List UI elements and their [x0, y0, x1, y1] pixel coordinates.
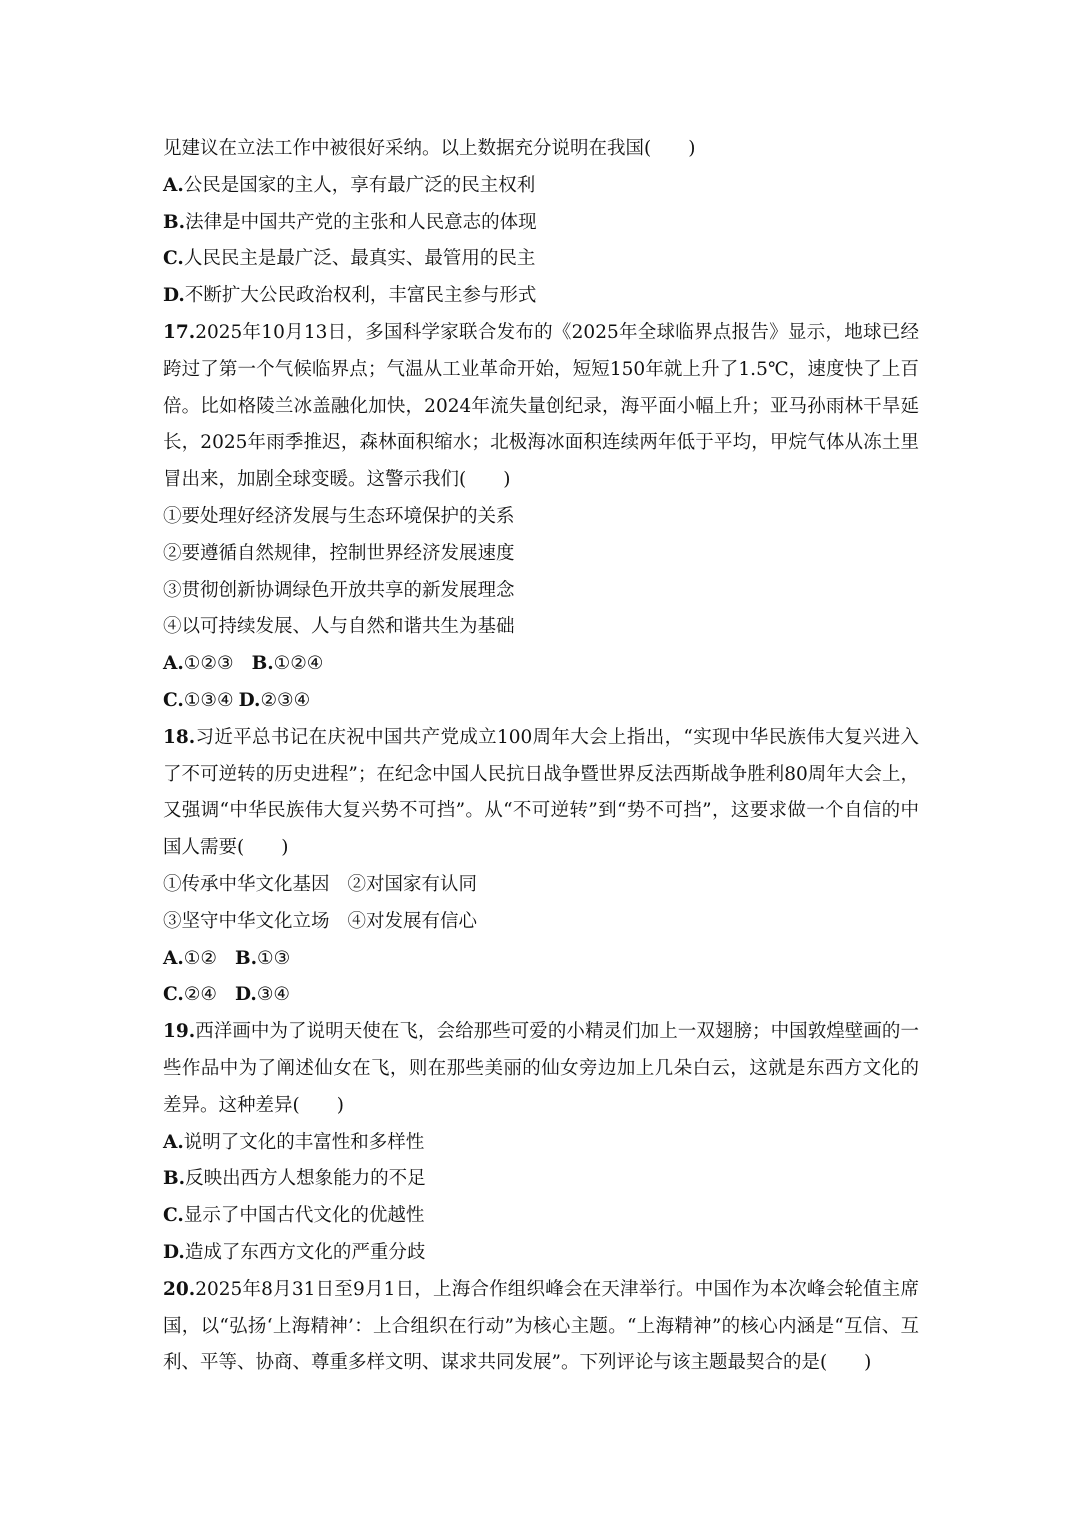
q19-option-d: D.造成了东西方文化的严重分歧	[163, 1241, 426, 1263]
q18-choices-row1: A.①② B.①③	[163, 947, 291, 969]
exam-page	[163, 131, 919, 1382]
q18-items-row2: ③坚守中华文化立场 ④对发展有信心	[163, 910, 478, 932]
q19-option-b: B.反映出西方人想象能力的不足	[163, 1168, 426, 1190]
q16-option-a: A.公民是国家的主人，享有最广泛的民主权利	[163, 174, 536, 196]
q17-choices-row2: C.①③④ D.②③④	[163, 689, 311, 711]
q18-stem: 18.习近平总书记在庆祝中国共产党成立100周年大会上指出，“实现中华民族伟大复兴进入了不可逆转的历史进程”；在纪念中国人民抗日战争暨世界反法西斯战争胜利80周年大会上，又强调“中华民族伟大复兴势不可挡”。从“不可逆转”到“势不可挡”，这要求做一个自信的中国人需要( )	[163, 726, 919, 859]
q17-item-2: ②要遵循自然规律，控制世界经济发展速度	[163, 542, 515, 564]
q19-stem: 19.西洋画中为了说明天使在飞，会给那些可爱的小精灵们加上一双翅膀；中国敦煌壁画的一些作品中为了阐述仙女在飞，则在那些美丽的仙女旁边加上几朵白云，这就是东西方文化的差异。这种差异( )	[163, 1021, 919, 1116]
q20-stem: 20.2025年8月31日至9月1日，上海合作组织峰会在天津举行。中国作为本次峰会轮值主席国，以“弘扬‘上海精神’：上合组织在行动”为核心主题。“上海精神”的核心内涵是“互信、互利、平等、协商、尊重多样文明、谋求共同发展”。下列评论与该主题最契合的是( )	[163, 1278, 919, 1374]
q17-item-1: ①要处理好经济发展与生态环境保护的关系	[163, 505, 515, 527]
q18-items-row1: ①传承中华文化基因 ②对国家有认同	[163, 873, 478, 895]
q17-item-4: ④以可持续发展、人与自然和谐共生为基础	[163, 616, 515, 638]
q16-stem-end: 见建议在立法工作中被很好采纳。以上数据充分说明在我国( )	[163, 138, 696, 159]
q16-option-c: C.人民民主是最广泛、最真实、最管用的民主	[163, 248, 536, 270]
q16-option-b: B.法律是中国共产党的主张和人民意志的体现	[163, 211, 537, 233]
q17-item-3: ③贯彻创新协调绿色开放共享的新发展理念	[163, 579, 515, 601]
q17-stem: 17.2025年10月13日，多国科学家联合发布的《2025年全球临界点报告》显示，地球已经跨过了第一个气候临界点；气温从工业革命开始，短短150年就上升了1.5℃，速度快了上百倍。比如格陵兰冰盖融化加快，2024年流失量创纪录，海平面小幅上升；亚马孙雨林干旱延长，2025年雨季推迟，森林面积缩水；北极海冰面积连续两年低于平均，甲烷气体从冻土里冒出来，加剧全球变暖。这警示我们( )	[163, 321, 919, 491]
q17-choices-row1: A.①②③ B.①②④	[163, 653, 324, 675]
q16-option-d: D.不断扩大公民政治权利，丰富民主参与形式	[163, 285, 537, 307]
q19-option-c: C.显示了中国古代文化的优越性	[163, 1205, 425, 1227]
q18-choices-row2: C.②④ D.③④	[163, 984, 291, 1006]
q19-option-a: A.说明了文化的丰富性和多样性	[163, 1131, 425, 1153]
